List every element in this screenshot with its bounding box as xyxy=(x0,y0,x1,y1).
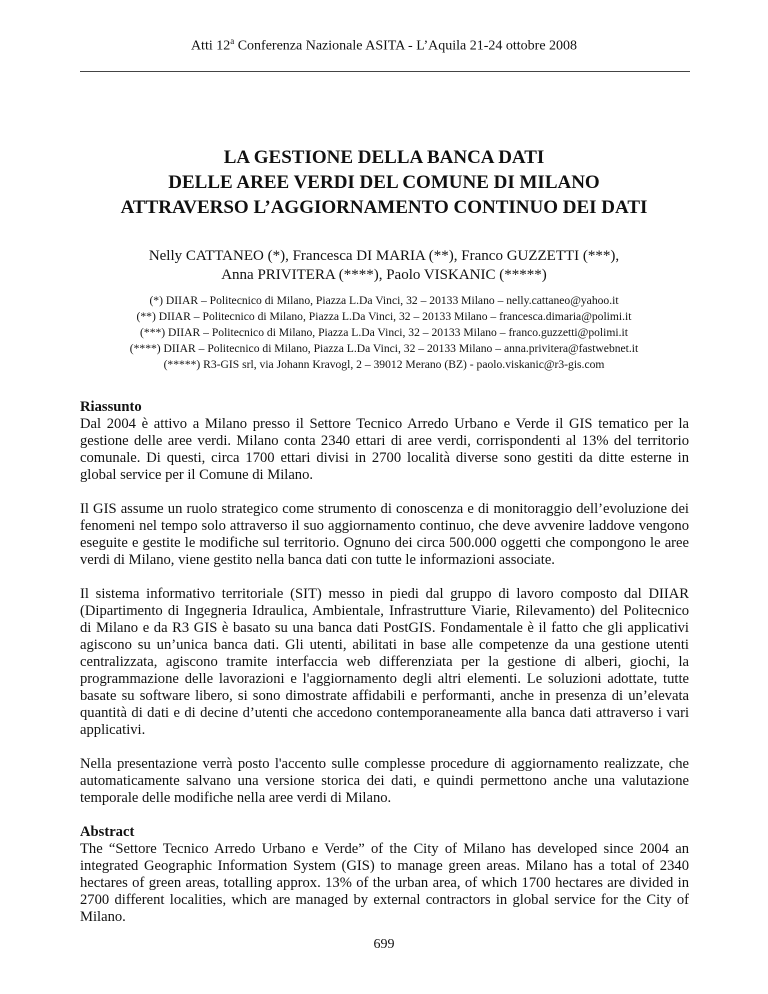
page-number: 699 xyxy=(373,937,395,952)
affiliation: (*) DIIAR – Politecnico di Milano, Piazza L.Da Vinci, 32 – 20133 Milano – nelly.cattaneo@yahoo.it xyxy=(149,294,619,307)
riassunto-paragraph: Il sistema informativo territoriale (SIT) messo in piedi dal gruppo di lavoro composto dal DIIAR (Dipartimento di Ingegneria Idraulica, Ambientale, Infrastrutture Viarie, Rilevamento) del Politecnico di Milano e da R3 GIS è basato su una banca dati PostGIS. Fondamentale è il fatto che gli applicativi agiscono su un’unica banca dati. Gli utenti, abilitati in base alle competenze da una gestione utenti centralizzata, agiscono tramite interfaccia web differenziata per la gestione di alberi, giochi, la programmazione delle lavorazioni e l'aggiornamento degli altri elementi. Le soluzioni adottate, tutte basate su software libero, si sono dimostrate affidabili e performanti, anche in presenza di un’elevata quantità di dati e di decine d’utenti che accedono contemporaneamente alla banca dati attraverso i vari applicativi. xyxy=(80,586,689,738)
affiliations xyxy=(40,293,728,373)
body-text xyxy=(80,399,689,943)
riassunto-paragraph: Dal 2004 è attivo a Milano presso il Settore Tecnico Arredo Urbano e Verde il GIS tematico per la gestione delle aree verdi. Milano conta 2340 ettari di aree verdi, corrispondenti al 13% del territorio comunale. Di questi, circa 1700 ettari divisi in 2700 località diverse sono gestiti da ditte esterne in global service per il Comune di Milano. xyxy=(80,416,689,483)
running-header xyxy=(0,36,768,55)
abstract-heading: Abstract xyxy=(80,824,135,840)
riassunto-paragraph: Nella presentazione verrà posto l'accento sulle complesse procedure di aggiornamento realizzate, che automaticamente salvano una versione storica dei dati, e quindi permettono anche una valutazione temporale delle modifiche nella aree verdi di Milano. xyxy=(80,756,689,806)
header-superscript: a xyxy=(230,36,235,46)
riassunto-heading: Riassunto xyxy=(80,399,142,415)
title-line: LA GESTIONE DELLA BANCA DATI xyxy=(223,147,545,168)
header-text-rest: Conferenza Nazionale ASITA - L’Aquila 21-24 ottobre 2008 xyxy=(234,38,578,54)
affiliation: (**) DIIAR – Politecnico di Milano, Piazza L.Da Vinci, 32 – 20133 Milano – francesca.dimaria@polimi.it xyxy=(136,310,632,323)
header-text: Atti 12 xyxy=(190,38,231,54)
affiliation: (*****) R3-GIS srl, via Johann Kravogl, 2 – 39012 Merano (BZ) - paolo.viskanic@r3-gis.com xyxy=(163,358,605,371)
authors-line: Anna PRIVITERA (****), Paolo VISKANIC (*****) xyxy=(221,267,547,283)
title-line: ATTRAVERSO L’AGGIORNAMENTO CONTINUO DEI DATI xyxy=(120,197,648,218)
title-line: DELLE AREE VERDI DEL COMUNE DI MILANO xyxy=(168,172,600,193)
affiliation: (****) DIIAR – Politecnico di Milano, Piazza L.Da Vinci, 32 – 20133 Milano – anna.privitera@fastwebnet.it xyxy=(129,342,639,355)
affiliation: (***) DIIAR – Politecnico di Milano, Piazza L.Da Vinci, 32 – 20133 Milano – franco.guzzetti@polimi.it xyxy=(140,326,628,339)
abstract-paragraph: The “Settore Tecnico Arredo Urbano e Verde” of the City of Milano has developed since 2004 an integrated Geographic Information System (GIS) to manage green areas. Milano has a total of 2340 hectares of green areas, totalling approx. 13% of the urban area, of which 1700 hectares are divided in 2700 different localities, which are managed by external contractors in global service for the City of Milano. xyxy=(80,841,689,925)
paper-title xyxy=(60,145,708,220)
riassunto-paragraph: Il GIS assume un ruolo strategico come strumento di conoscenza e di monitoraggio dell’evoluzione dei fenomeni nel tempo solo attraverso il suo aggiornamento continuo, che deve avvenire laddove vengono eseguite e gestite le modifiche sul territorio. Ognuno dei circa 500.000 oggetti che compongono le aree verdi di Milano, viene gestito nella banca dati con tutte le informazioni associate. xyxy=(80,501,689,568)
header-rule xyxy=(80,71,690,72)
authors xyxy=(60,247,708,285)
authors-line: Nelly CATTANEO (*), Francesca DI MARIA (**), Franco GUZZETTI (***), xyxy=(148,248,620,264)
